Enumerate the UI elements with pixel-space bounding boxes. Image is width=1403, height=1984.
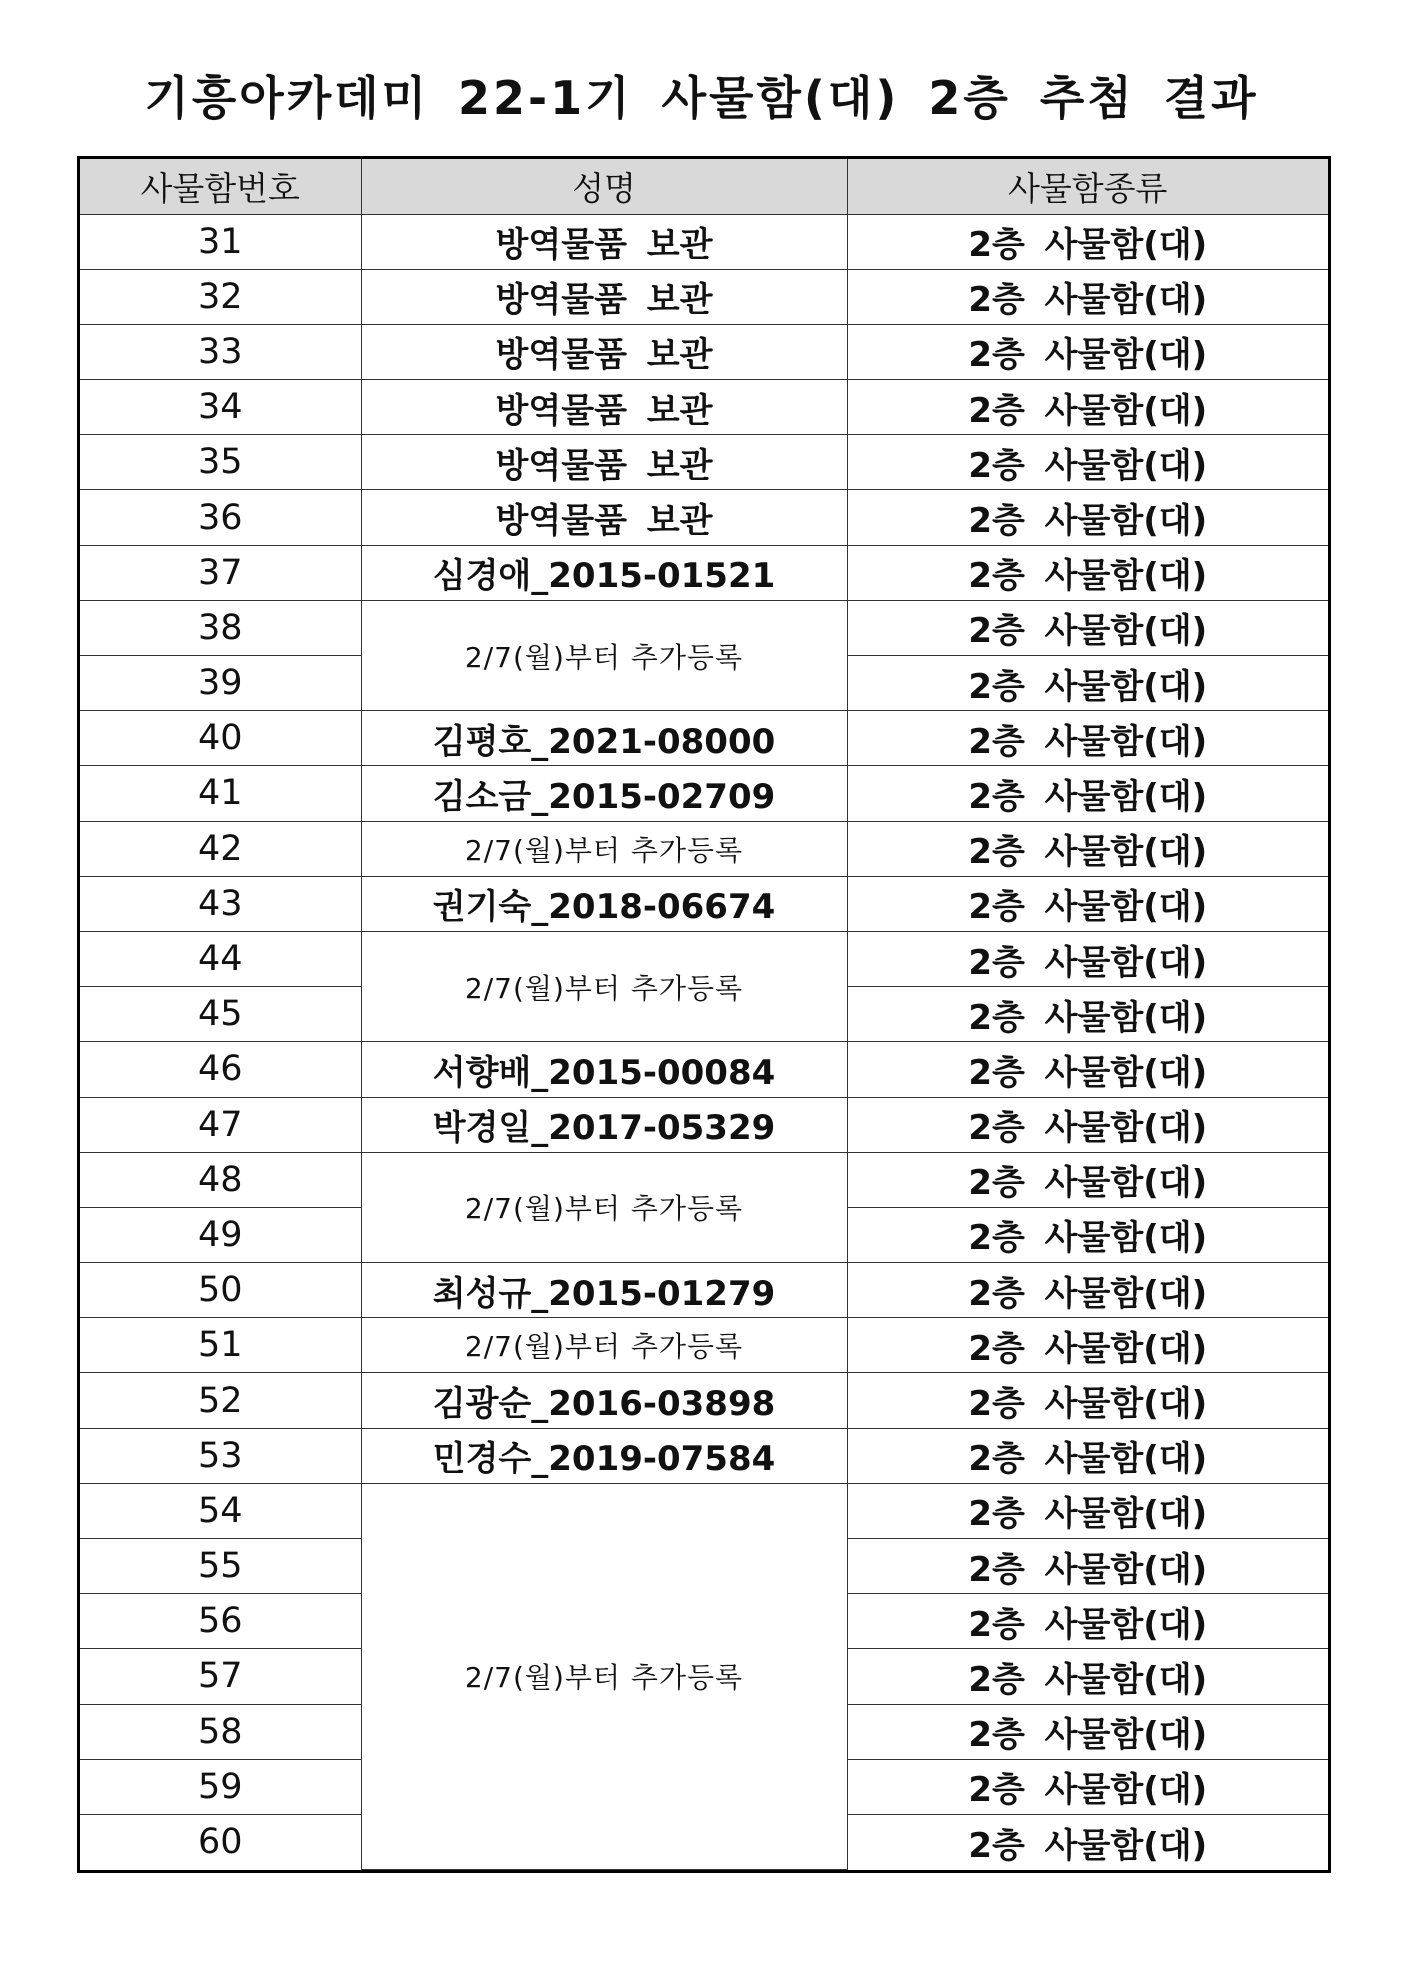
table-row [80, 1263, 1328, 1318]
table-row [80, 324, 1328, 379]
locker-number-cell: 53 [80, 1428, 361, 1483]
name-cell: 김평호_2021-08000 [361, 711, 847, 766]
name-cell: 방역물품 보관 [361, 324, 847, 379]
name-cell: 방역물품 보관 [361, 490, 847, 545]
locker-type-cell: 2층 사물함(대) [847, 1042, 1328, 1097]
name-cell: 민경수_2019-07584 [361, 1428, 847, 1483]
locker-type-cell: 2층 사물함(대) [847, 269, 1328, 324]
table-row [80, 600, 1328, 655]
locker-number-cell: 49 [80, 1207, 361, 1262]
name-cell: 방역물품 보관 [361, 269, 847, 324]
locker-number-cell: 38 [80, 600, 361, 655]
table-row [80, 931, 1328, 986]
table-row [80, 1042, 1328, 1097]
locker-number-cell: 44 [80, 931, 361, 986]
table-row [80, 1152, 1328, 1207]
additional-registration-note-cell: 2/7(월)부터 추가등록 [361, 600, 847, 710]
table-row [80, 1373, 1328, 1428]
table-row [80, 1483, 1328, 1538]
locker-number-cell: 54 [80, 1483, 361, 1538]
locker-result-table [80, 159, 1328, 1870]
locker-result-table-frame [77, 156, 1331, 1873]
locker-number-cell: 50 [80, 1263, 361, 1318]
locker-number-cell: 57 [80, 1649, 361, 1704]
table-row [80, 1097, 1328, 1152]
locker-type-cell: 2층 사물함(대) [847, 435, 1328, 490]
locker-number-cell: 41 [80, 766, 361, 821]
locker-type-cell: 2층 사물함(대) [847, 1539, 1328, 1594]
locker-type-cell: 2층 사물함(대) [847, 1649, 1328, 1704]
locker-type-cell: 2층 사물함(대) [847, 711, 1328, 766]
locker-number-cell: 39 [80, 656, 361, 711]
name-cell: 권기숙_2018-06674 [361, 876, 847, 931]
locker-number-cell: 36 [80, 490, 361, 545]
locker-type-cell: 2층 사물함(대) [847, 1318, 1328, 1373]
table-row [80, 766, 1328, 821]
locker-number-cell: 59 [80, 1759, 361, 1814]
name-cell: 방역물품 보관 [361, 214, 847, 269]
name-cell: 서향배_2015-00084 [361, 1042, 847, 1097]
locker-number-cell: 56 [80, 1594, 361, 1649]
locker-type-cell: 2층 사물함(대) [847, 1097, 1328, 1152]
locker-number-cell: 34 [80, 380, 361, 435]
locker-number-cell: 58 [80, 1704, 361, 1759]
locker-type-cell: 2층 사물함(대) [847, 1759, 1328, 1814]
locker-type-cell: 2층 사물함(대) [847, 600, 1328, 655]
column-header-name: 성명 [361, 159, 847, 214]
locker-number-cell: 46 [80, 1042, 361, 1097]
name-cell: 방역물품 보관 [361, 435, 847, 490]
locker-number-cell: 33 [80, 324, 361, 379]
table-row [80, 435, 1328, 490]
table-row [80, 545, 1328, 600]
additional-registration-note-cell: 2/7(월)부터 추가등록 [361, 1318, 847, 1373]
locker-number-cell: 37 [80, 545, 361, 600]
locker-number-cell: 52 [80, 1373, 361, 1428]
column-header-locker-type: 사물함종류 [847, 159, 1328, 214]
table-row [80, 214, 1328, 269]
locker-number-cell: 60 [80, 1814, 361, 1869]
locker-type-cell: 2층 사물함(대) [847, 1814, 1328, 1869]
name-cell: 심경애_2015-01521 [361, 545, 847, 600]
locker-number-cell: 43 [80, 876, 361, 931]
locker-type-cell: 2층 사물함(대) [847, 766, 1328, 821]
locker-number-cell: 32 [80, 269, 361, 324]
name-cell: 김광순_2016-03898 [361, 1373, 847, 1428]
locker-number-cell: 40 [80, 711, 361, 766]
table-row [80, 490, 1328, 545]
locker-number-cell: 45 [80, 987, 361, 1042]
locker-type-cell: 2층 사물함(대) [847, 1594, 1328, 1649]
locker-type-cell: 2층 사물함(대) [847, 931, 1328, 986]
table-row [80, 1318, 1328, 1373]
table-row [80, 269, 1328, 324]
locker-type-cell: 2층 사물함(대) [847, 876, 1328, 931]
name-cell: 방역물품 보관 [361, 380, 847, 435]
locker-type-cell: 2층 사물함(대) [847, 490, 1328, 545]
locker-type-cell: 2층 사물함(대) [847, 1373, 1328, 1428]
page-title: 기흥아카데미 22-1기 사물함(대) 2층 추첨 결과 [144, 71, 1259, 125]
column-header-locker-number: 사물함번호 [80, 159, 361, 214]
locker-number-cell: 42 [80, 821, 361, 876]
locker-type-cell: 2층 사물함(대) [847, 380, 1328, 435]
locker-type-cell: 2층 사물함(대) [847, 1207, 1328, 1262]
locker-type-cell: 2층 사물함(대) [847, 324, 1328, 379]
locker-type-cell: 2층 사물함(대) [847, 1428, 1328, 1483]
table-header-row [80, 159, 1328, 214]
locker-number-cell: 51 [80, 1318, 361, 1373]
table-row [80, 711, 1328, 766]
locker-type-cell: 2층 사물함(대) [847, 656, 1328, 711]
locker-type-cell: 2층 사물함(대) [847, 214, 1328, 269]
locker-type-cell: 2층 사물함(대) [847, 545, 1328, 600]
locker-number-cell: 47 [80, 1097, 361, 1152]
locker-type-cell: 2층 사물함(대) [847, 1152, 1328, 1207]
additional-registration-note-cell: 2/7(월)부터 추가등록 [361, 931, 847, 1041]
locker-number-cell: 48 [80, 1152, 361, 1207]
table-row [80, 1428, 1328, 1483]
additional-registration-note-cell: 2/7(월)부터 추가등록 [361, 821, 847, 876]
locker-type-cell: 2층 사물함(대) [847, 987, 1328, 1042]
locker-number-cell: 55 [80, 1539, 361, 1594]
table-row [80, 876, 1328, 931]
table-body [80, 214, 1328, 1870]
locker-number-cell: 31 [80, 214, 361, 269]
table-row [80, 821, 1328, 876]
locker-type-cell: 2층 사물함(대) [847, 1704, 1328, 1759]
locker-type-cell: 2층 사물함(대) [847, 1483, 1328, 1538]
locker-type-cell: 2층 사물함(대) [847, 821, 1328, 876]
locker-number-cell: 35 [80, 435, 361, 490]
additional-registration-note-cell: 2/7(월)부터 추가등록 [361, 1152, 847, 1262]
additional-registration-note-cell: 2/7(월)부터 추가등록 [361, 1483, 847, 1869]
name-cell: 박경일_2017-05329 [361, 1097, 847, 1152]
name-cell: 김소금_2015-02709 [361, 766, 847, 821]
table-row [80, 380, 1328, 435]
locker-type-cell: 2층 사물함(대) [847, 1263, 1328, 1318]
name-cell: 최성규_2015-01279 [361, 1263, 847, 1318]
